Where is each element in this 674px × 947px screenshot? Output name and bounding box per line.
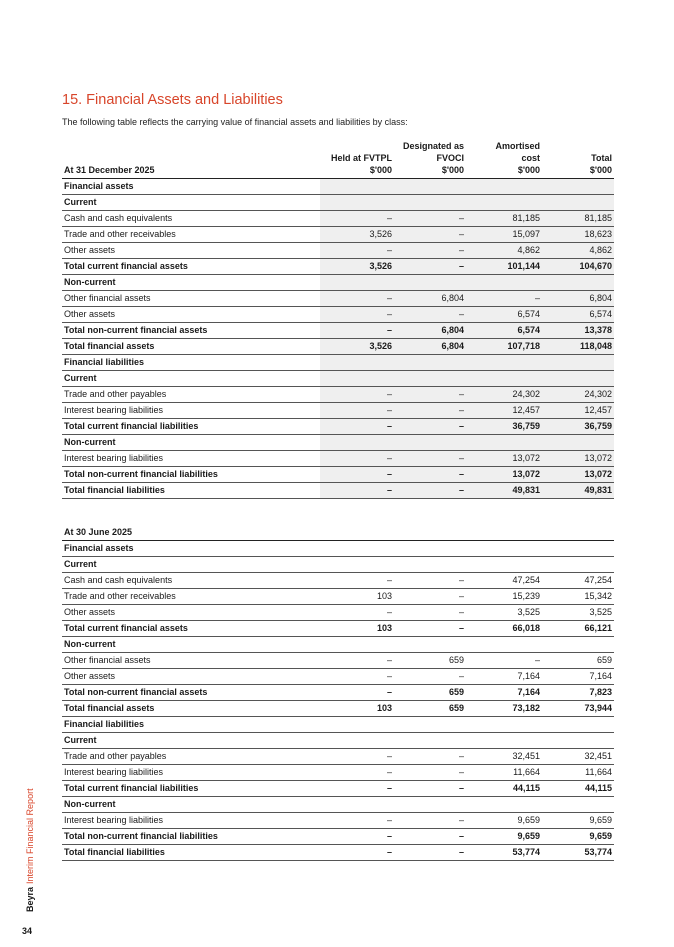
- table-row: [62, 605, 614, 621]
- empty-cell: [542, 733, 614, 749]
- row-label: Total non-current financial assets: [62, 685, 320, 701]
- value-cell: 47,254: [466, 573, 542, 589]
- value-cell: 12,457: [542, 403, 614, 419]
- empty-cell: [320, 435, 394, 451]
- empty-cell: [542, 195, 614, 211]
- value-cell: –: [394, 813, 466, 829]
- row-label: Interest bearing liabilities: [62, 765, 320, 781]
- empty-cell: [466, 637, 542, 653]
- empty-cell: [394, 717, 466, 733]
- total-row: [62, 685, 614, 701]
- empty-cell: [394, 733, 466, 749]
- value-cell: –: [320, 653, 394, 669]
- empty-cell: [466, 275, 542, 291]
- col-header-fvoci: Designated as FVOCI $'000: [394, 140, 466, 179]
- value-cell: 36,759: [466, 419, 542, 435]
- value-cell: –: [394, 211, 466, 227]
- value-cell: 13,072: [466, 451, 542, 467]
- value-cell: –: [394, 749, 466, 765]
- value-cell: –: [320, 813, 394, 829]
- total-row: [62, 621, 614, 637]
- value-cell: 12,457: [466, 403, 542, 419]
- section-title: 15. Financial Assets and Liabilities: [62, 92, 283, 108]
- value-cell: 32,451: [466, 749, 542, 765]
- empty-cell: [466, 733, 542, 749]
- empty-cell: [542, 541, 614, 557]
- value-cell: –: [320, 605, 394, 621]
- empty-cell: [320, 541, 394, 557]
- total-row: [62, 701, 614, 717]
- value-cell: 15,239: [466, 589, 542, 605]
- empty-cell: [394, 371, 466, 387]
- value-cell: 15,097: [466, 227, 542, 243]
- value-cell: 7,164: [466, 685, 542, 701]
- value-cell: –: [394, 387, 466, 403]
- row-label: Current: [62, 371, 320, 387]
- value-cell: 4,862: [466, 243, 542, 259]
- row-label: Total current financial assets: [62, 621, 320, 637]
- row-label: Total financial liabilities: [62, 483, 320, 499]
- value-cell: 3,526: [320, 259, 394, 275]
- value-cell: –: [320, 419, 394, 435]
- section-row: [62, 195, 614, 211]
- value-cell: –: [394, 765, 466, 781]
- empty-cell: [394, 179, 466, 195]
- value-cell: 659: [542, 653, 614, 669]
- total-row: [62, 419, 614, 435]
- value-cell: 659: [394, 653, 466, 669]
- row-label: Total current financial assets: [62, 259, 320, 275]
- table-row: [62, 211, 614, 227]
- row-label: Interest bearing liabilities: [62, 813, 320, 829]
- value-cell: 7,164: [542, 669, 614, 685]
- empty-cell: [466, 717, 542, 733]
- value-cell: –: [394, 573, 466, 589]
- section-row: [62, 797, 614, 813]
- col-header-total: Total $'000: [542, 140, 614, 179]
- intro-text: The following table reflects the carrying value of financial assets and liabilities by class:: [62, 117, 408, 127]
- empty-cell: [542, 435, 614, 451]
- value-cell: 36,759: [542, 419, 614, 435]
- row-label: Trade and other payables: [62, 387, 320, 403]
- empty-cell: [542, 797, 614, 813]
- row-label: Current: [62, 733, 320, 749]
- table-row: [62, 669, 614, 685]
- table-row: [62, 813, 614, 829]
- col-header-fvtpl: Held at FVTPL $'000: [320, 140, 394, 179]
- value-cell: 44,115: [466, 781, 542, 797]
- value-cell: 6,804: [394, 339, 466, 355]
- table-row: [62, 243, 614, 259]
- section-row: [62, 557, 614, 573]
- value-cell: –: [466, 291, 542, 307]
- value-cell: 3,525: [466, 605, 542, 621]
- value-cell: 53,774: [542, 845, 614, 861]
- empty-cell: [320, 717, 394, 733]
- value-cell: 66,121: [542, 621, 614, 637]
- value-cell: –: [320, 307, 394, 323]
- page-number: 34: [22, 926, 33, 936]
- table-row: [62, 227, 614, 243]
- total-row: [62, 781, 614, 797]
- empty-cell: [320, 275, 394, 291]
- value-cell: –: [394, 419, 466, 435]
- report-name: Interim Financial Report: [25, 788, 35, 884]
- section-row: [62, 179, 614, 195]
- row-label: Other financial assets: [62, 291, 320, 307]
- empty-cell: [394, 435, 466, 451]
- table-row: [62, 291, 614, 307]
- value-cell: 101,144: [466, 259, 542, 275]
- brand-logo: Beyra: [25, 886, 35, 912]
- section-row: [62, 717, 614, 733]
- value-cell: 118,048: [542, 339, 614, 355]
- value-cell: 15,342: [542, 589, 614, 605]
- row-label: Total current financial liabilities: [62, 419, 320, 435]
- value-cell: 659: [394, 701, 466, 717]
- total-row: [62, 829, 614, 845]
- value-cell: 49,831: [542, 483, 614, 499]
- value-cell: –: [320, 323, 394, 339]
- empty-cell: [320, 371, 394, 387]
- empty-cell: [394, 557, 466, 573]
- empty-cell: [394, 637, 466, 653]
- row-label: Other assets: [62, 243, 320, 259]
- table-row: [62, 589, 614, 605]
- value-cell: –: [394, 845, 466, 861]
- row-label: Other assets: [62, 669, 320, 685]
- value-cell: 13,072: [542, 451, 614, 467]
- row-label: Non-current: [62, 637, 320, 653]
- empty-cell: [542, 371, 614, 387]
- value-cell: 13,072: [542, 467, 614, 483]
- row-label: Other financial assets: [62, 653, 320, 669]
- value-cell: –: [320, 765, 394, 781]
- table-row: [62, 451, 614, 467]
- table-heading: At 30 June 2025: [62, 522, 320, 541]
- value-cell: 24,302: [466, 387, 542, 403]
- value-cell: 103: [320, 589, 394, 605]
- row-label: Total financial liabilities: [62, 845, 320, 861]
- value-cell: 9,659: [466, 829, 542, 845]
- row-label: Financial liabilities: [62, 355, 320, 371]
- empty-cell: [542, 557, 614, 573]
- empty-cell: [320, 733, 394, 749]
- value-cell: 73,182: [466, 701, 542, 717]
- value-cell: 103: [320, 621, 394, 637]
- table-row: [62, 403, 614, 419]
- row-label: Total financial assets: [62, 701, 320, 717]
- row-label: Total non-current financial liabilities: [62, 829, 320, 845]
- row-label: Non-current: [62, 435, 320, 451]
- value-cell: –: [320, 483, 394, 499]
- value-cell: 103: [320, 701, 394, 717]
- value-cell: 659: [394, 685, 466, 701]
- value-cell: –: [394, 467, 466, 483]
- row-label: Trade and other receivables: [62, 227, 320, 243]
- value-cell: 6,804: [542, 291, 614, 307]
- value-cell: –: [394, 621, 466, 637]
- empty-cell: [466, 355, 542, 371]
- row-label: Non-current: [62, 275, 320, 291]
- value-cell: –: [320, 829, 394, 845]
- value-cell: 3,526: [320, 227, 394, 243]
- value-cell: –: [320, 781, 394, 797]
- empty-cell: [466, 179, 542, 195]
- empty-cell: [466, 557, 542, 573]
- empty-cell: [320, 557, 394, 573]
- row-label: Total non-current financial liabilities: [62, 467, 320, 483]
- total-row: [62, 845, 614, 861]
- row-label: Non-current: [62, 797, 320, 813]
- value-cell: –: [394, 483, 466, 499]
- empty-cell: [394, 355, 466, 371]
- financial-table-dec-2025: [62, 140, 614, 499]
- value-cell: 11,664: [466, 765, 542, 781]
- value-cell: –: [394, 307, 466, 323]
- row-label: Financial assets: [62, 541, 320, 557]
- row-label: Financial liabilities: [62, 717, 320, 733]
- value-cell: 81,185: [466, 211, 542, 227]
- empty-cell: [394, 541, 466, 557]
- value-cell: –: [320, 403, 394, 419]
- empty-cell: [466, 435, 542, 451]
- row-label: Total non-current financial assets: [62, 323, 320, 339]
- value-cell: 3,525: [542, 605, 614, 621]
- value-cell: –: [394, 259, 466, 275]
- empty-cell: [394, 195, 466, 211]
- empty-cell: [466, 541, 542, 557]
- value-cell: –: [320, 291, 394, 307]
- row-label: Other assets: [62, 307, 320, 323]
- table-row: [62, 573, 614, 589]
- table-row: [62, 307, 614, 323]
- value-cell: 32,451: [542, 749, 614, 765]
- row-label: Interest bearing liabilities: [62, 403, 320, 419]
- value-cell: –: [466, 653, 542, 669]
- value-cell: –: [320, 845, 394, 861]
- value-cell: 3,526: [320, 339, 394, 355]
- value-cell: –: [394, 243, 466, 259]
- value-cell: 73,944: [542, 701, 614, 717]
- value-cell: 6,804: [394, 323, 466, 339]
- total-row: [62, 323, 614, 339]
- value-cell: 9,659: [542, 829, 614, 845]
- report-sidebar-label: [25, 788, 35, 912]
- row-label: Other assets: [62, 605, 320, 621]
- value-cell: 47,254: [542, 573, 614, 589]
- row-label: Cash and cash equivalents: [62, 211, 320, 227]
- total-row: [62, 467, 614, 483]
- value-cell: 53,774: [466, 845, 542, 861]
- value-cell: –: [394, 669, 466, 685]
- value-cell: 6,574: [466, 307, 542, 323]
- empty-cell: [542, 275, 614, 291]
- row-label: Trade and other receivables: [62, 589, 320, 605]
- total-row: [62, 483, 614, 499]
- value-cell: 6,574: [542, 307, 614, 323]
- section-row: [62, 541, 614, 557]
- value-cell: 107,718: [466, 339, 542, 355]
- total-row: [62, 339, 614, 355]
- value-cell: –: [320, 211, 394, 227]
- value-cell: 4,862: [542, 243, 614, 259]
- value-cell: –: [320, 749, 394, 765]
- value-cell: 104,670: [542, 259, 614, 275]
- empty-cell: [542, 717, 614, 733]
- row-label: Current: [62, 557, 320, 573]
- value-cell: –: [394, 403, 466, 419]
- value-cell: 13,378: [542, 323, 614, 339]
- value-cell: 7,823: [542, 685, 614, 701]
- row-label: Financial assets: [62, 179, 320, 195]
- table-row: [62, 749, 614, 765]
- table-row: [62, 387, 614, 403]
- value-cell: –: [320, 669, 394, 685]
- value-cell: 6,574: [466, 323, 542, 339]
- empty-cell: [320, 179, 394, 195]
- value-cell: –: [320, 387, 394, 403]
- value-cell: 18,623: [542, 227, 614, 243]
- row-label: Total current financial liabilities: [62, 781, 320, 797]
- total-row: [62, 259, 614, 275]
- value-cell: 11,664: [542, 765, 614, 781]
- empty-cell: [542, 355, 614, 371]
- value-cell: 44,115: [542, 781, 614, 797]
- row-label: Total financial assets: [62, 339, 320, 355]
- value-cell: 9,659: [542, 813, 614, 829]
- value-cell: –: [320, 451, 394, 467]
- col-header-amortised: Amortised cost $'000: [466, 140, 542, 179]
- section-row: [62, 733, 614, 749]
- value-cell: –: [320, 467, 394, 483]
- value-cell: 24,302: [542, 387, 614, 403]
- value-cell: 6,804: [394, 291, 466, 307]
- empty-cell: [320, 637, 394, 653]
- value-cell: –: [394, 589, 466, 605]
- row-label: Current: [62, 195, 320, 211]
- empty-cell: [394, 275, 466, 291]
- financial-table-jun-2025: [62, 522, 614, 861]
- table-heading: At 31 December 2025: [62, 140, 320, 179]
- table-row: [62, 653, 614, 669]
- section-row: [62, 275, 614, 291]
- value-cell: 7,164: [466, 669, 542, 685]
- empty-cell: [394, 797, 466, 813]
- value-cell: –: [394, 781, 466, 797]
- value-cell: –: [394, 605, 466, 621]
- section-row: [62, 371, 614, 387]
- section-row: [62, 637, 614, 653]
- row-label: Cash and cash equivalents: [62, 573, 320, 589]
- value-cell: 66,018: [466, 621, 542, 637]
- value-cell: 49,831: [466, 483, 542, 499]
- value-cell: 13,072: [466, 467, 542, 483]
- value-cell: –: [394, 227, 466, 243]
- row-label: Trade and other payables: [62, 749, 320, 765]
- value-cell: –: [320, 573, 394, 589]
- value-cell: –: [320, 243, 394, 259]
- empty-cell: [320, 797, 394, 813]
- empty-cell: [466, 371, 542, 387]
- empty-cell: [320, 195, 394, 211]
- row-label: Interest bearing liabilities: [62, 451, 320, 467]
- empty-cell: [466, 195, 542, 211]
- table-row: [62, 765, 614, 781]
- empty-cell: [466, 797, 542, 813]
- value-cell: –: [320, 685, 394, 701]
- section-row: [62, 435, 614, 451]
- empty-cell: [320, 355, 394, 371]
- section-row: [62, 355, 614, 371]
- empty-cell: [542, 637, 614, 653]
- value-cell: 81,185: [542, 211, 614, 227]
- value-cell: –: [394, 829, 466, 845]
- value-cell: –: [394, 451, 466, 467]
- empty-cell: [542, 179, 614, 195]
- value-cell: 9,659: [466, 813, 542, 829]
